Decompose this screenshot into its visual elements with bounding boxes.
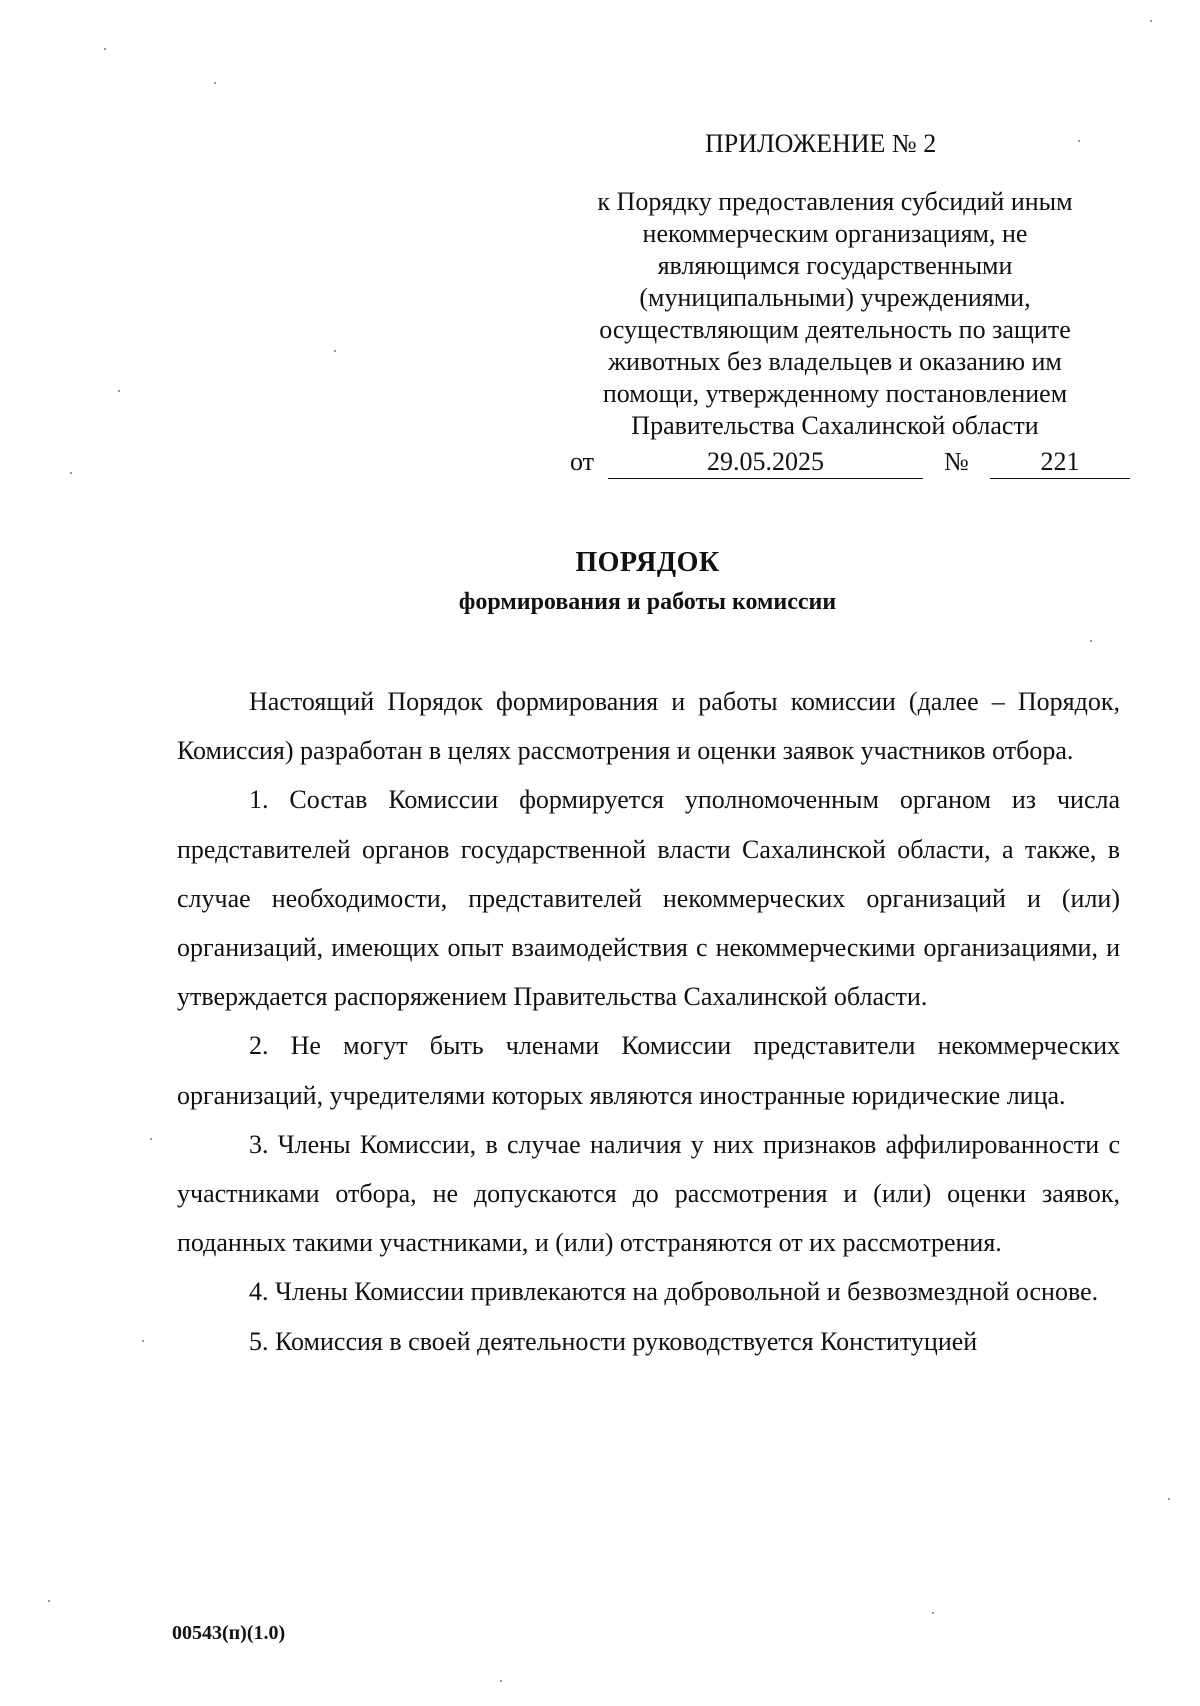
scan-speck: [1168, 1498, 1170, 1500]
scan-speck: [118, 390, 120, 392]
scan-speck: [1150, 20, 1152, 22]
document-heading: [175, 546, 1120, 618]
scan-speck: [142, 1340, 144, 1342]
appendix-title: ПРИЛОЖЕНИЕ № 2: [705, 129, 937, 158]
scan-speck: [70, 472, 72, 474]
document-body: [177, 677, 1120, 1366]
appendix-line: (муниципальными) учреждениями,: [639, 283, 1031, 312]
number-label: №: [944, 447, 969, 476]
resolution-date: 29.05.2025: [608, 446, 923, 479]
resolution-number: 221: [990, 446, 1130, 479]
resolution-date-row: [570, 446, 1130, 482]
paragraph-intro: Настоящий Порядок формирования и работы комиссии (далее – Порядок, Комиссия) разработан в целях рассмотрения и оценки заявок участников отбора.: [177, 687, 1120, 766]
scan-speck: [1090, 640, 1092, 642]
appendix-line: Правительства Сахалинской области: [631, 411, 1039, 440]
appendix-line: некоммерческим организациям, не: [642, 219, 1028, 248]
scan-speck: [104, 48, 106, 50]
paragraph-1: 1. Состав Комиссии формируется уполномоченным органом из числа представителей органов государственной власти Сахалинской области, а также, в случае необходимости, представителей некоммерческих организаций и (или) организаций, имеющих опыт взаимодействия с некоммерческими организациями, и утверждается распоряжением Правительства Сахалинской области.: [177, 785, 1120, 1012]
appendix-line: помощи, утвержденному постановлением: [602, 379, 1068, 408]
scan-speck: [48, 1600, 50, 1602]
document-subtitle: формирования и работы комиссии: [458, 589, 837, 615]
scan-speck: [500, 1680, 502, 1682]
paragraph-2: 2. Не могут быть членами Комиссии представители некоммерческих организаций, учредителями которых являются иностранные юридические лица.: [177, 1031, 1120, 1110]
scan-speck: [150, 1138, 152, 1140]
from-label: от: [570, 447, 595, 476]
appendix-line: к Порядку предоставления субсидий иным: [597, 187, 1073, 216]
appendix-reference: [555, 186, 1115, 442]
scan-speck: [214, 82, 216, 84]
scan-speck: [932, 1612, 934, 1614]
appendix-line: осуществляющим деятельность по защите: [599, 315, 1071, 344]
scan-speck: [1078, 140, 1080, 142]
appendix-line: животных без владельцев и оказанию им: [608, 347, 1062, 376]
paragraph-5: 5. Комиссия в своей деятельности руководствуется Конституцией: [249, 1326, 978, 1356]
scan-speck: [334, 350, 336, 352]
document-code: 00543(п)(1.0): [172, 1622, 286, 1644]
appendix-line: являющимся государственными: [657, 251, 1013, 280]
paragraph-3: 3. Члены Комиссии, в случае наличия у них признаков аффилированности с участниками отбора, не допускаются до рассмотрения и (или) оценки заявок, поданных такими участниками, и (или) отстраняются от их рассмотрения.: [177, 1129, 1120, 1258]
document-title: ПОРЯДОК: [575, 547, 720, 578]
paragraph-4: 4. Члены Комиссии привлекаются на добровольной и безвозмездной основе.: [249, 1277, 1099, 1307]
